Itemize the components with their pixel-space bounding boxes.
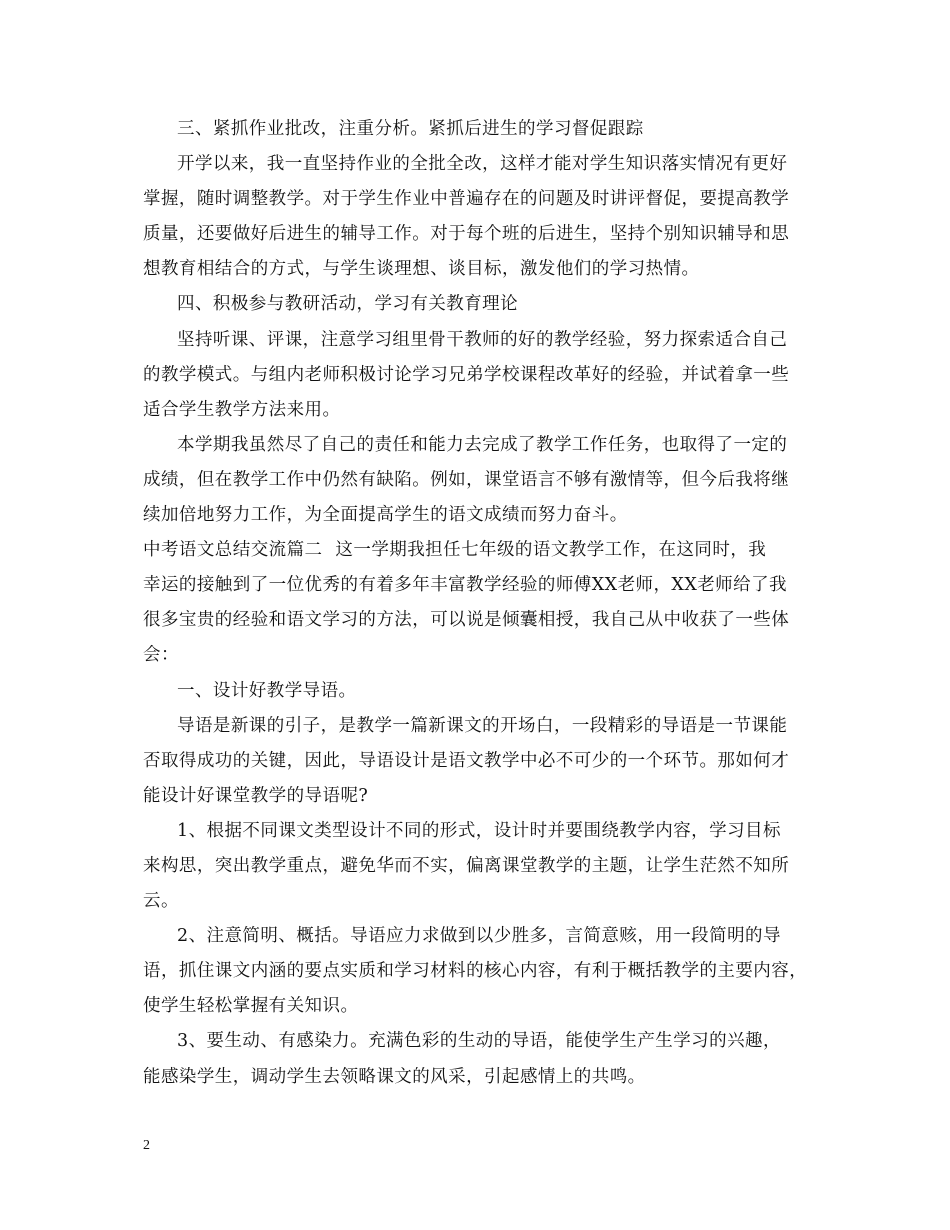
paragraph-line: 掌握，随时调整教学。对于学生作业中普遍存在的问题及时讲评督促，要提高教学: [143, 189, 790, 210]
paragraph-line: 幸运的接触到了一位优秀的有着多年丰富教学经验的师傅XX老师，XX老师给了我: [143, 575, 787, 596]
paragraph-line: 能感染学生，调动学生去领略课文的风采，引起感情上的共鸣。: [143, 1066, 646, 1087]
paragraph-line: 坚持听课、评课，注意学习组里骨干教师的好的教学经验，努力探索适合自己: [177, 329, 788, 350]
paragraph-line: 本学期我虽然尽了自己的责任和能力去完成了教学工作任务，也取得了一定的: [177, 434, 788, 455]
paragraph-line: 2、注意简明、概括。导语应力求做到以少胜多，言简意赅，用一段简明的导: [177, 926, 781, 947]
paragraph-line: 能设计好课堂教学的导语呢?: [143, 785, 369, 806]
paragraph-line: 否取得成功的关键，因此，导语设计是语文教学中必不可少的一个环节。那如何才: [143, 750, 790, 771]
document-body: [143, 112, 815, 1095]
paragraph-line: 云。: [143, 891, 179, 912]
paragraph-line: 来构思，突出教学重点，避免华而不实，偏离课堂教学的主题，让学生茫然不知所: [143, 855, 790, 876]
paragraph-line: 想教育相结合的方式，与学生谈理想、谈目标，激发他们的学习热情。: [143, 259, 700, 280]
paragraph-line: 的教学模式。与组内老师积极讨论学习兄弟学校课程改革好的经验，并试着拿一些: [143, 364, 790, 385]
heading-section-1: 一、设计好教学导语。: [177, 680, 357, 701]
paragraph-line: 导语是新课的引子，是教学一篇新课文的开场白，一段精彩的导语是一节课能: [177, 715, 788, 736]
paragraph-line: 续加倍地努力工作，为全面提高学生的语文成绩而努力奋斗。: [143, 505, 628, 526]
page-number: 2: [143, 1138, 150, 1153]
paragraph-line: 适合学生教学方法来用。: [143, 399, 341, 420]
paragraph-line: 3、要生动、有感染力。充满色彩的生动的导语，能使学生产生学习的兴趣，: [177, 1031, 781, 1052]
article-title-line: 中考语文总结交流篇二 这一学期我担任七年级的语文教学工作，在这同时，我: [143, 540, 767, 561]
heading-section-3: 三、紧抓作业批改，注重分析。紧抓后进生的学习督促跟踪: [177, 119, 644, 139]
paragraph-line: 1、根据不同课文类型设计不同的形式，设计时并要围绕教学内容，学习目标: [177, 820, 781, 841]
paragraph-line: 很多宝贵的经验和语文学习的方法，可以说是倾囊相授，我自己从中收获了一些体: [143, 610, 790, 631]
paragraph-line: 开学以来，我一直坚持作业的全批全改，这样才能对学生知识落实情况有更好: [177, 154, 788, 175]
paragraph-line: 会：: [143, 645, 179, 666]
paragraph-line: 质量，还要做好后进生的辅导工作。对于每个班的后进生，坚持个别知识辅导和思: [143, 224, 790, 245]
heading-section-4: 四、积极参与教研活动，学习有关教育理论: [177, 294, 519, 315]
paragraph-line: 语，抓住课文内涵的要点实质和学习材料的核心内容，有利于概括教学的主要内容，: [143, 961, 808, 982]
paragraph-line: 成绩，但在教学工作中仍然有缺陷。例如，课堂语言不够有激情等，但今后我将继: [143, 469, 790, 490]
paragraph-line: 使学生轻松掌握有关知识。: [143, 996, 359, 1017]
